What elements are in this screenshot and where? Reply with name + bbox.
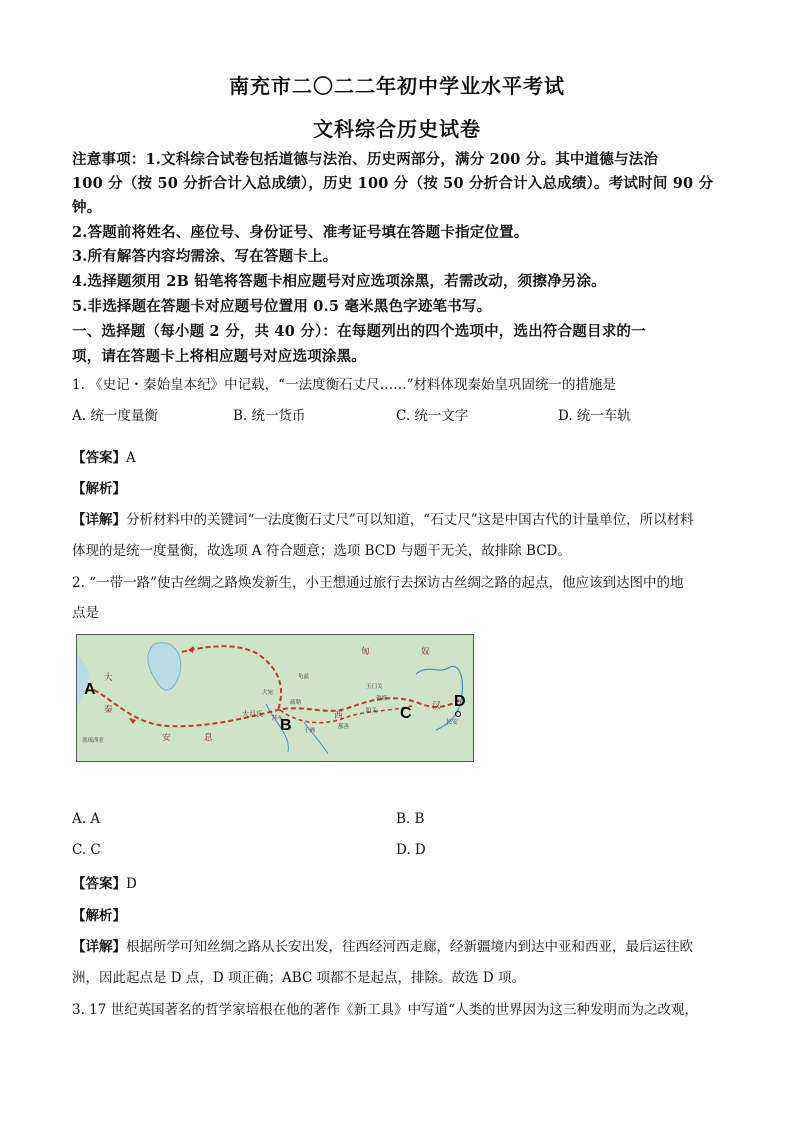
map-label-daqin-1: 大: [104, 673, 113, 683]
map-place-shache: 莎车: [272, 716, 284, 722]
q1-option-d: D. 统一车轨: [558, 408, 631, 424]
q2-option-a: A. A: [72, 811, 101, 827]
page-subtitle: 文科综合历史试卷: [313, 117, 481, 141]
q1-answer-value: A: [126, 450, 136, 466]
q3-stem: 3. 17 世纪英国著名的哲学家培根在他的著作《新工具》中写道“人类的世界因为这三种发明而为之改观，: [72, 1002, 699, 1018]
map-place-changan: 长安: [446, 719, 459, 726]
map-place-dayuan: 大宛: [262, 690, 274, 696]
notice-line-4: 2.答题前将姓名、座位号、身份证号、准考证号填在答题卡指定位置。: [72, 224, 529, 241]
q1-answer-label: 【答案】: [72, 450, 126, 466]
map-place-yutian: 于阗: [304, 728, 316, 734]
q2-answer-label: 【答案】: [72, 876, 126, 892]
q1-stem: 1. 《史记・秦始皇本纪》中记载，“一法度衡石丈尺……”材料体现秦始皇巩固统一的措施是: [72, 377, 616, 393]
q2-detail-label: 【详解】: [72, 939, 126, 955]
q2-detail-line-2: 洲，因此起点是 D 点，D 项正确；ABC 项都不是起点，排除。故选 D 项。: [72, 970, 525, 986]
q1-option-c: C. 统一文字: [396, 408, 469, 424]
map-label-dayuezhi: 大月氏: [242, 710, 263, 718]
notice-line-7: 5.非选择题在答题卡对应题号位置用 0.5 毫米黑色字迹笔书写。: [72, 298, 492, 315]
map-place-yangguan: 阳关: [366, 708, 378, 714]
q2-detail-line-1: 【详解】根据所学可知丝绸之路从长安出发，往西经河西走廊，经新疆境内到达中亚和西亚，最后运往欧: [72, 939, 693, 955]
q1-option-b: B. 统一货币: [233, 408, 306, 424]
q2-option-c: C. C: [72, 842, 101, 858]
map-place-yumenguan: 玉门关: [366, 684, 383, 690]
q1-detail-label: 【详解】: [72, 512, 126, 528]
map-point-d: D: [454, 693, 466, 710]
map-label-han: 汉: [432, 701, 441, 711]
q2-answer: [72, 872, 137, 892]
map-point-c: C: [400, 705, 412, 722]
q1-answer: [72, 446, 136, 466]
q2-option-b: B. B: [396, 811, 425, 827]
q1-analysis-label: 【解析】: [72, 481, 126, 497]
notice-line-3: 钟。: [72, 199, 102, 216]
map-place-seleucia: 塞琉西亚: [82, 738, 105, 744]
q2-stem-line-2: 点是: [72, 605, 99, 621]
map-land: [76, 634, 474, 762]
map-place-shanshan: 鄯善: [338, 724, 350, 730]
q1-detail-line-2: 体现的是统一度量衡，故选项 A 符合题意；选项 BCD 与题干无关，故排除 BCD。: [72, 543, 571, 559]
notice-line-6: 4.选择题须用 2B 铅笔将答题卡相应题号对应选项涂黑，若需改动，须擦净另涂。: [72, 273, 606, 290]
map-label-anxi-2: 息: [204, 733, 213, 743]
map-point-b: B: [280, 717, 292, 734]
notice-line-5: 3.所有解答内容均需涂、写在答题卡上。: [72, 248, 338, 265]
map-place-shule: 疏勒: [290, 700, 302, 706]
notice-line-2: 100 分（按 50 分折合计入总成绩），历史 100 分（按 50 分折合计入总成绩）。考试时间 90 分: [72, 175, 714, 192]
section-heading-line-1: 一、选择题（每小题 2 分，共 40 分）：在每题列出的四个选项中，选出符合题目求的一: [72, 323, 646, 340]
section-heading-line-2: 项，请在答题卡上将相应题号对应选项涂黑。: [72, 348, 366, 365]
q2-stem-line-1: 2. “一带一路”使古丝绸之路焕发新生，小王想通过旅行去探访古丝绸之路的起点，他应该到达图中的地: [72, 575, 684, 591]
q2-answer-value: D: [126, 876, 137, 892]
map-label-anxi-1: 安: [162, 733, 171, 743]
map-place-dunhuang: 敦煌: [376, 696, 388, 702]
map-place-qiuci: 龟兹: [298, 674, 310, 680]
map-label-daqin-2: 秦: [104, 705, 113, 715]
map-label-xiongnu-2: 奴: [421, 647, 430, 657]
q1-detail-line-1: 【详解】分析材料中的关键词“一法度衡石丈尺”可以知道，“石丈尺”这是中国古代的计量单位，所以材料: [72, 512, 694, 528]
notice-line-1: 注意事项：1.文科综合试卷包括道德与法治、历史两部分，满分 200 分。其中道德与法治: [72, 151, 659, 168]
map-label-xiongnu-1: 匈: [361, 647, 370, 657]
map-label-xi: 西: [334, 711, 343, 721]
q2-analysis-label: 【解析】: [72, 908, 126, 924]
page-title: 南充市二〇二二年初中学业水平考试: [229, 74, 565, 98]
silk-road-map: [76, 634, 474, 762]
q2-option-d: D. D: [396, 842, 426, 858]
q1-option-a: A. 统一度量衡: [72, 408, 158, 424]
map-point-a: A: [84, 681, 96, 698]
